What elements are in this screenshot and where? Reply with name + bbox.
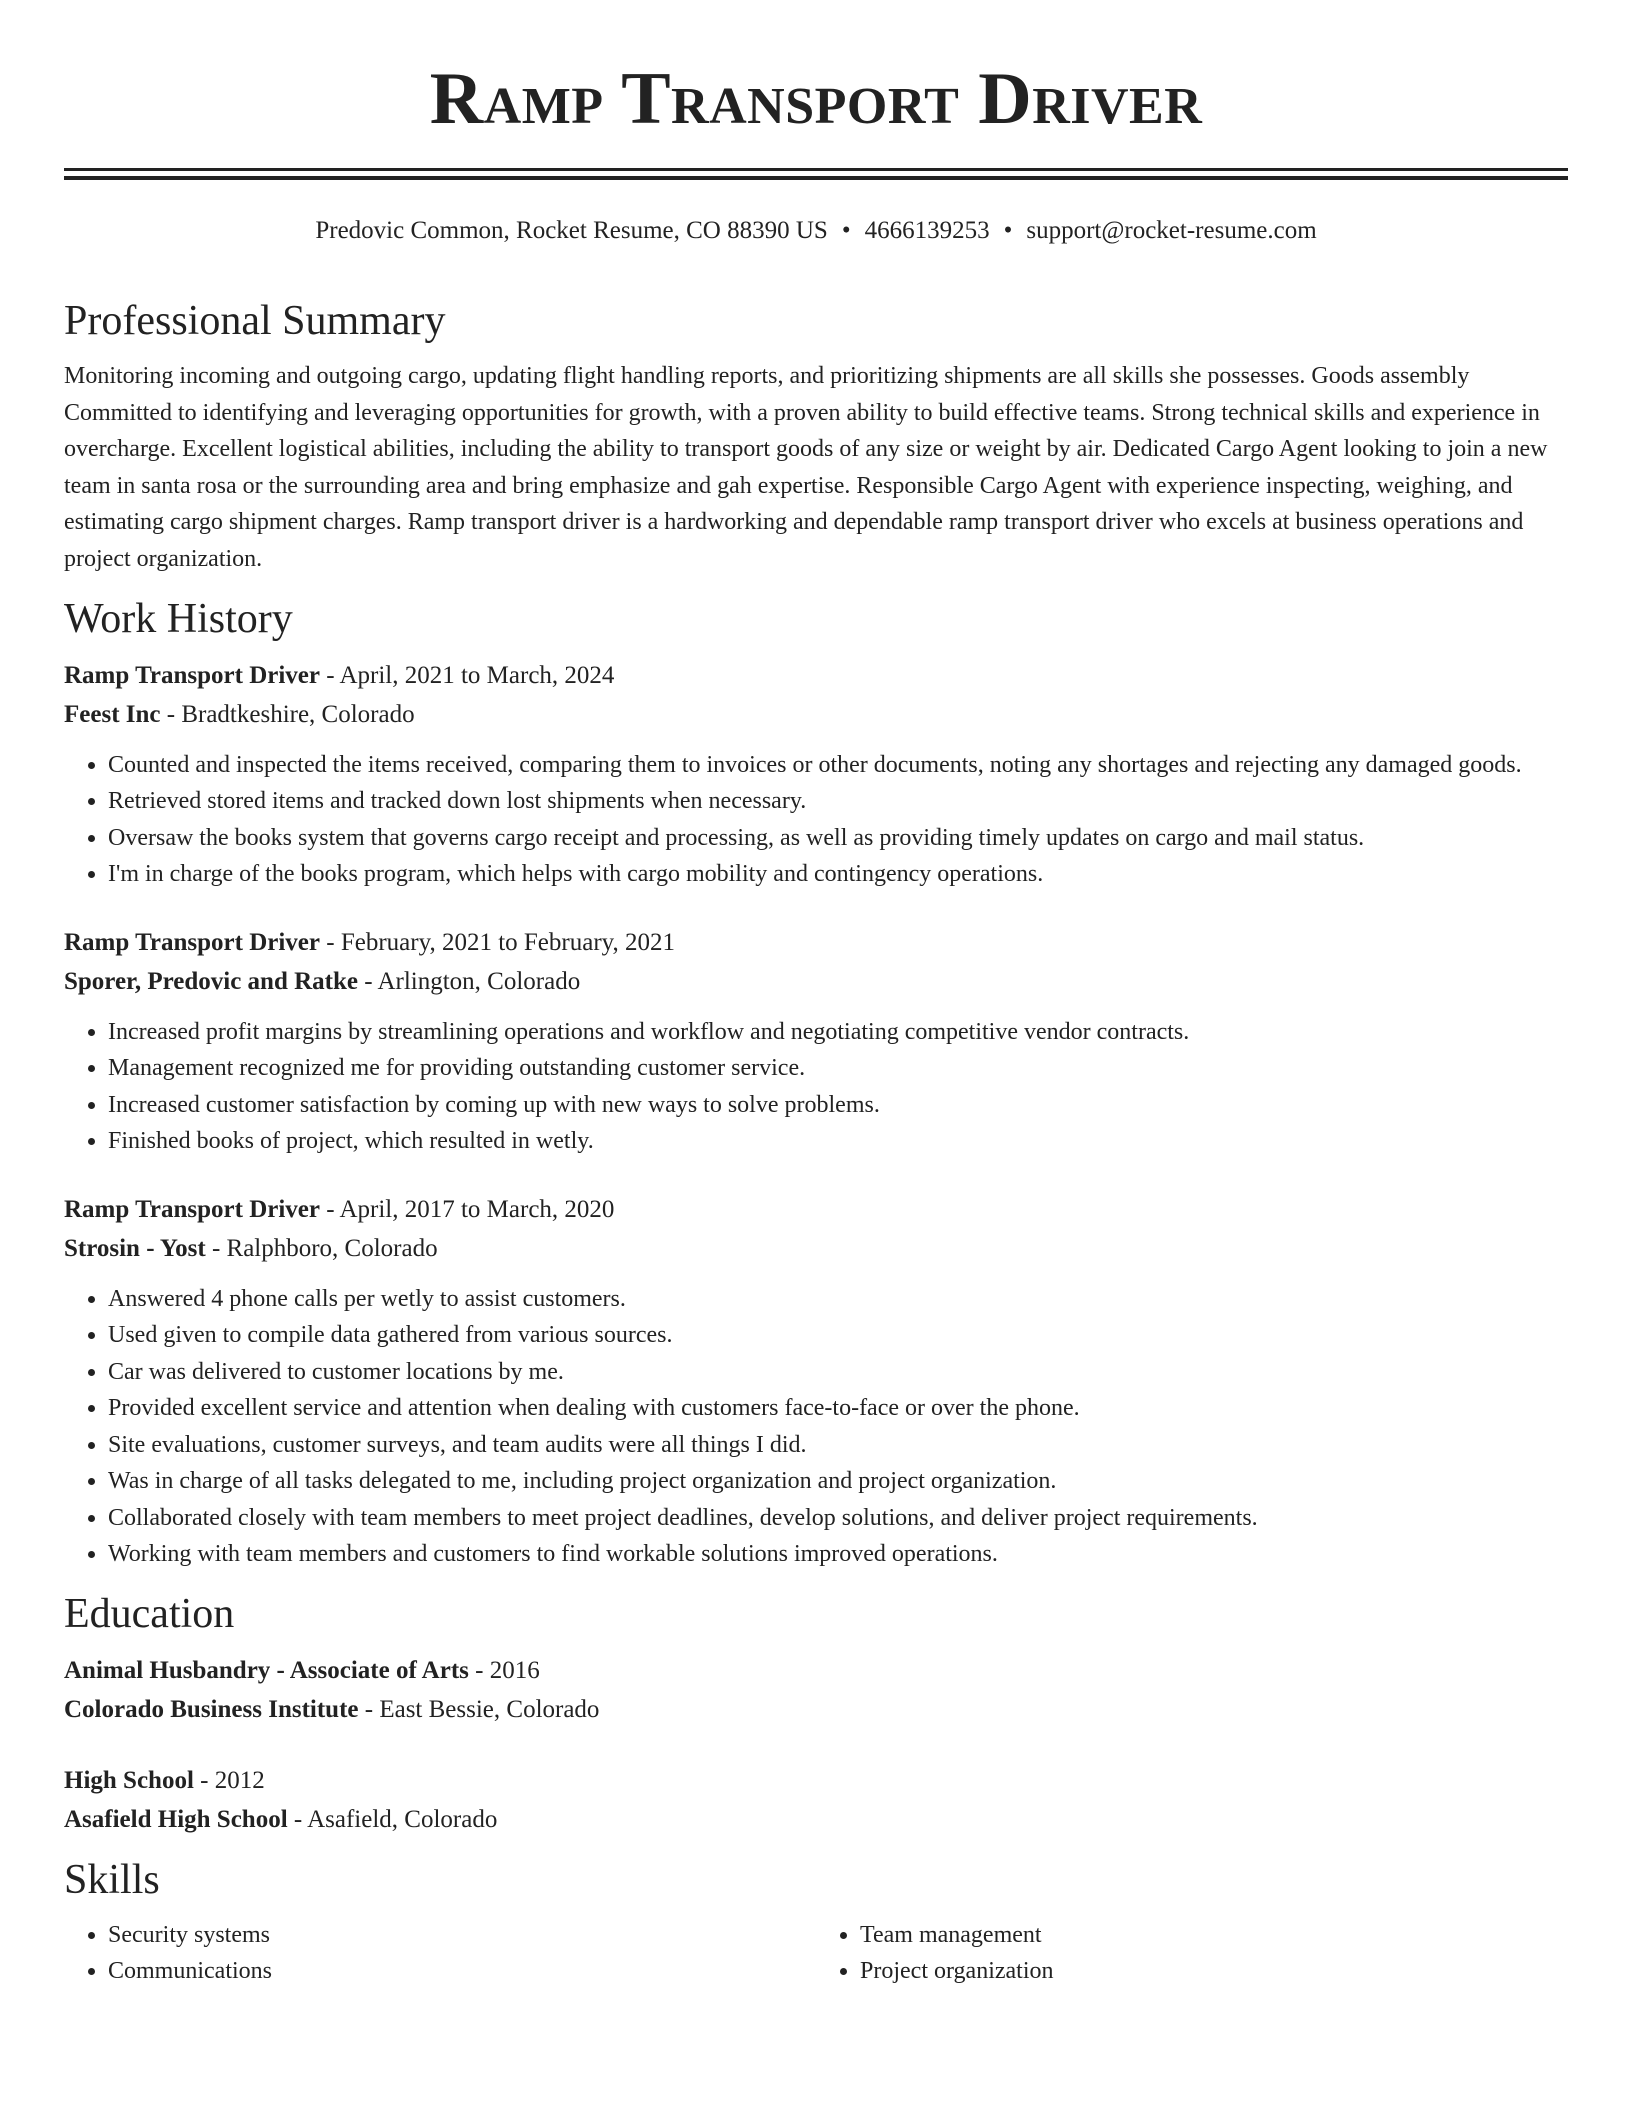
list-item: • Security systems — [108, 1917, 816, 1954]
education-school: Asafield High School — [64, 1805, 288, 1833]
list-item: • Project organization — [860, 1953, 1568, 1990]
education-degree: Animal Husbandry - Associate of Arts — [64, 1656, 469, 1684]
job-dates: - April, 2021 to March, 2024 — [320, 661, 615, 689]
job-company-line — [64, 962, 1568, 1001]
list-item: • Team management — [860, 1917, 1568, 1954]
contact-separator: • — [1003, 217, 1013, 244]
job-company-line — [64, 695, 1568, 734]
contact-phone: 4666139253 — [864, 217, 990, 244]
list-item: • Used given to compile data gathered from various sources. — [108, 1317, 1568, 1354]
job-title-line — [64, 923, 1568, 962]
job-company: Sporer, Predovic and Ratke — [64, 967, 358, 995]
education-entry — [64, 1651, 1568, 1729]
skills-list-left — [64, 1917, 816, 1990]
list-item: • Finished books of project, which resulted in wetly. — [108, 1123, 1568, 1160]
job-entry — [64, 1190, 1568, 1573]
job-bullets — [64, 1281, 1568, 1573]
job-company-line — [64, 1229, 1568, 1268]
contact-line — [0, 218, 1632, 243]
list-item: • I'm in charge of the books program, which helps with cargo mobility and contingency operations. — [108, 856, 1568, 893]
list-item: • Management recognized me for providing outstanding customer service. — [108, 1050, 1568, 1087]
job-location: - Arlington, Colorado — [358, 967, 581, 995]
education-degree-line — [64, 1761, 1568, 1800]
section-heading-education: Education — [64, 1590, 235, 1637]
resume-body — [64, 294, 1568, 1990]
list-item: • Increased customer satisfaction by coming up with new ways to solve problems. — [108, 1087, 1568, 1124]
list-item: • Was in charge of all tasks delegated to me, including project organization and project organization. — [108, 1463, 1568, 1500]
list-item: • Site evaluations, customer surveys, and team audits were all things I did. — [108, 1427, 1568, 1464]
contact-email: support@rocket-resume.com — [1026, 217, 1317, 244]
job-location: - Bradtkeshire, Colorado — [160, 700, 415, 728]
resume-name: Ramp Transport Driver — [429, 58, 1203, 140]
job-title: Ramp Transport Driver — [64, 661, 320, 689]
job-location: - Ralphboro, Colorado — [205, 1234, 438, 1262]
education-school: Colorado Business Institute — [64, 1695, 359, 1723]
job-bullets — [64, 747, 1568, 893]
job-title: Ramp Transport Driver — [64, 1195, 320, 1223]
education-entry — [64, 1761, 1568, 1839]
education-degree: High School — [64, 1766, 194, 1794]
education-degree-line — [64, 1651, 1568, 1690]
header-rule-top — [64, 168, 1568, 171]
education-year: - 2016 — [468, 1656, 540, 1684]
education-school-line — [64, 1800, 1568, 1839]
list-item: • Oversaw the books system that governs cargo receipt and processing, as well as providing timely updates on cargo and mail status. — [108, 820, 1568, 857]
job-entry — [64, 923, 1568, 1160]
section-heading-skills: Skills — [64, 1856, 160, 1903]
job-dates: - February, 2021 to February, 2021 — [320, 928, 676, 956]
job-entry — [64, 656, 1568, 893]
section-heading-summary: Professional Summary — [64, 298, 446, 344]
skills-list-right — [816, 1917, 1568, 1990]
list-item: • Car was delivered to customer locations by me. — [108, 1354, 1568, 1391]
contact-address: Predovic Common, Rocket Resume, CO 88390 US — [315, 217, 828, 244]
section-heading-work: Work History — [64, 595, 293, 642]
header-rule-bottom — [64, 176, 1568, 180]
list-item: • Retrieved stored items and tracked down lost shipments when necessary. — [108, 783, 1568, 820]
list-item: • Communications — [108, 1953, 816, 1990]
list-item: • Working with team members and customers to find workable solutions improved operations. — [108, 1536, 1568, 1573]
education-year: - 2012 — [193, 1766, 265, 1794]
job-title-line — [64, 656, 1568, 695]
list-item: • Increased profit margins by streamlining operations and workflow and negotiating competitive vendor contracts. — [108, 1014, 1568, 1051]
list-item: • Counted and inspected the items received, comparing them to invoices or other documents, noting any shortages and rejecting any damaged goods. — [108, 747, 1568, 784]
list-item: • Provided excellent service and attention when dealing with customers face-to-face or over the phone. — [108, 1390, 1568, 1427]
job-company: Strosin - Yost — [64, 1234, 206, 1262]
education-location: - Asafield, Colorado — [287, 1805, 498, 1833]
education-location: - East Bessie, Colorado — [358, 1695, 600, 1723]
job-title: Ramp Transport Driver — [64, 928, 320, 956]
summary-text: Monitoring incoming and outgoing cargo, updating flight handling reports, and prioritizing shipments are all skills she possesses. Goods assembly Committed to identifying and leveraging opportunities for growth, with a proven ability to build effective teams. Strong technical skills and experience in overcharge. Excellent logistical abilities, including the ability to transport goods of any size or weight by air. Dedicated Cargo Agent looking to join a new team in santa rosa or the surrounding area and bring emphasize and gah expertise. Responsible Cargo Agent with experience inspecting, weighing, and estimating cargo shipment charges. Ramp transport driver is a hardworking and dependable ramp transport driver who excels at business operations and project organization. — [64, 363, 1548, 572]
list-item: • Answered 4 phone calls per wetly to assist customers. — [108, 1281, 1568, 1318]
job-company: Feest Inc — [64, 700, 161, 728]
job-dates: - April, 2017 to March, 2020 — [320, 1195, 615, 1223]
job-title-line — [64, 1190, 1568, 1229]
job-bullets — [64, 1014, 1568, 1160]
contact-separator: • — [841, 217, 851, 244]
list-item: • Collaborated closely with team members to meet project deadlines, develop solutions, and deliver project requirements. — [108, 1500, 1568, 1537]
education-school-line — [64, 1690, 1568, 1729]
skills-columns — [64, 1917, 1568, 1990]
